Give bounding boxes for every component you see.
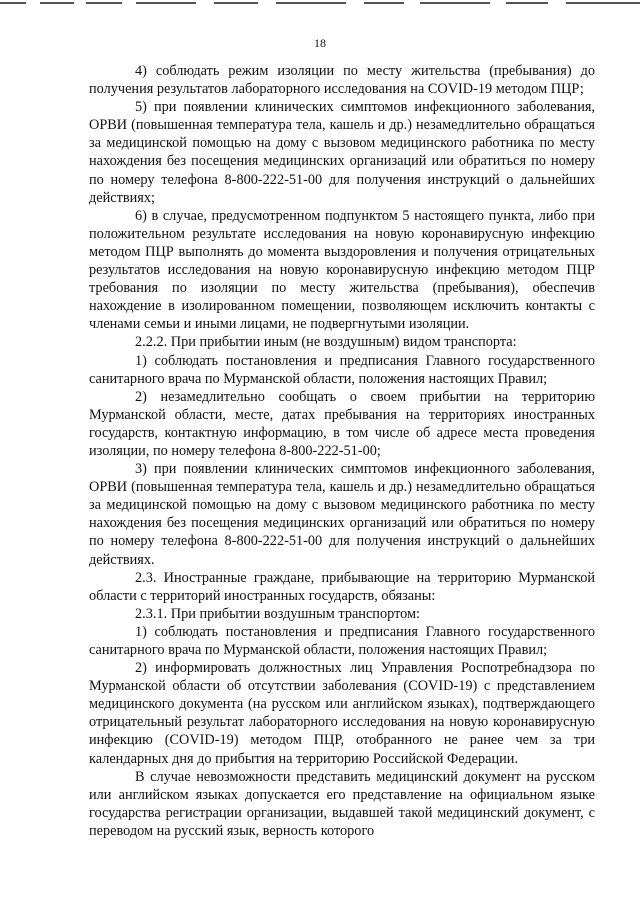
scan-top-edge xyxy=(0,0,640,8)
paragraph-comply-regulations: 1) соблюдать постановления и предписания Главного государственного санитарного врача по Мурманской области, положения настоящих Правил; xyxy=(89,352,595,387)
paragraph-symptoms-medical-help: 5) при появлении клинических симптомов инфекционного заболевания, ОРВИ (повышенная температура тела, кашель и др.) незамедлительно обращаться за медицинской помощью на дому с вызовом медицинского работника по месту нахождения без посещения медицинских организаций или обратиться по номеру по номеру телефона 8-800-222-51-00 для получения инструкций о дальнейших действиях; xyxy=(89,99,595,206)
paragraph-other-transport-heading: 2.2.2. При прибытии иным (не воздушным) видом транспорта: xyxy=(135,334,517,351)
paragraph-isolation-until-results: 4) соблюдать режим изоляции по месту жительства (пребывания) до получения результатов лабораторного исследования на COVID-19 методом ПЦР; xyxy=(89,63,595,98)
page-number: 18 xyxy=(314,36,326,50)
paragraph-symptoms-medical-help-2: 3) при появлении клинических симптомов инфекционного заболевания, ОРВИ (повышенная температура тела, кашель и др.) незамедлительно обращаться за медицинской помощью на дому с вызовом медицинского работника по месту нахождения без посещения медицинских организаций или обратиться по номеру по номеру телефона 8-800-222-51-00 для получения инструкций о дальнейших действиях. xyxy=(89,461,595,568)
paragraph-inform-rospotrebnadzor: 2) информировать должностных лиц Управления Роспотребнадзора по Мурманской области об отсутствии заболевания (COVID-19) с представлением медицинского документа (на русском или английском языках), подтверждающего отрицательный результат лабораторного исследования на новую коронавирусную инфекцию (COVID-19) методом ПЦР, отобранного не ранее чем за три календарных дня до прибытия на территорию Российской Федерации. xyxy=(89,660,595,767)
body-text xyxy=(89,62,595,840)
paragraph-foreign-citizens-heading: 2.3. Иностранные граждане, прибывающие на территорию Мурманской области с территорий иностранных государств, обязаны: xyxy=(89,569,595,604)
paragraph-foreign-language-document: В случае невозможности представить медицинский документ на русском или английском языках допускается его представление на официальном языке государства регистрации организации, выдавшей такой медицинский документ, с переводом на русский язык, верность которого xyxy=(89,768,595,839)
paragraph-air-transport-heading: 2.3.1. При прибытии воздушным транспортом: xyxy=(135,605,421,622)
paragraph-report-arrival: 2) незамедлительно сообщать о своем прибытии на территорию Мурманской области, месте, датах пребывания на территориях иностранных государств, контактную информацию, в том числе об адресе места проведения изоляции, по номеру телефона 8-800-222-51-00; xyxy=(89,388,595,459)
paragraph-positive-result-isolation: 6) в случае, предусмотренном подпунктом 5 настоящего пункта, либо при положительном результате исследования на новую коронавирусную инфекцию методом ПЦР выполнять до момента выздоровления и получения отрицательных результатов исследования на новую коронавирусную инфекцию методом ПЦР требования по изоляции по месту жительства (пребывания), обеспечив нахождение в изолированном помещении, позволяющем исключить контакты с членами семьи и иными лицами, не подвергнутыми изоляции. xyxy=(89,207,595,333)
paragraph-comply-regulations-2: 1) соблюдать постановления и предписания Главного государственного санитарного врача по Мурманской области, положения настоящих Правил; xyxy=(89,623,595,658)
